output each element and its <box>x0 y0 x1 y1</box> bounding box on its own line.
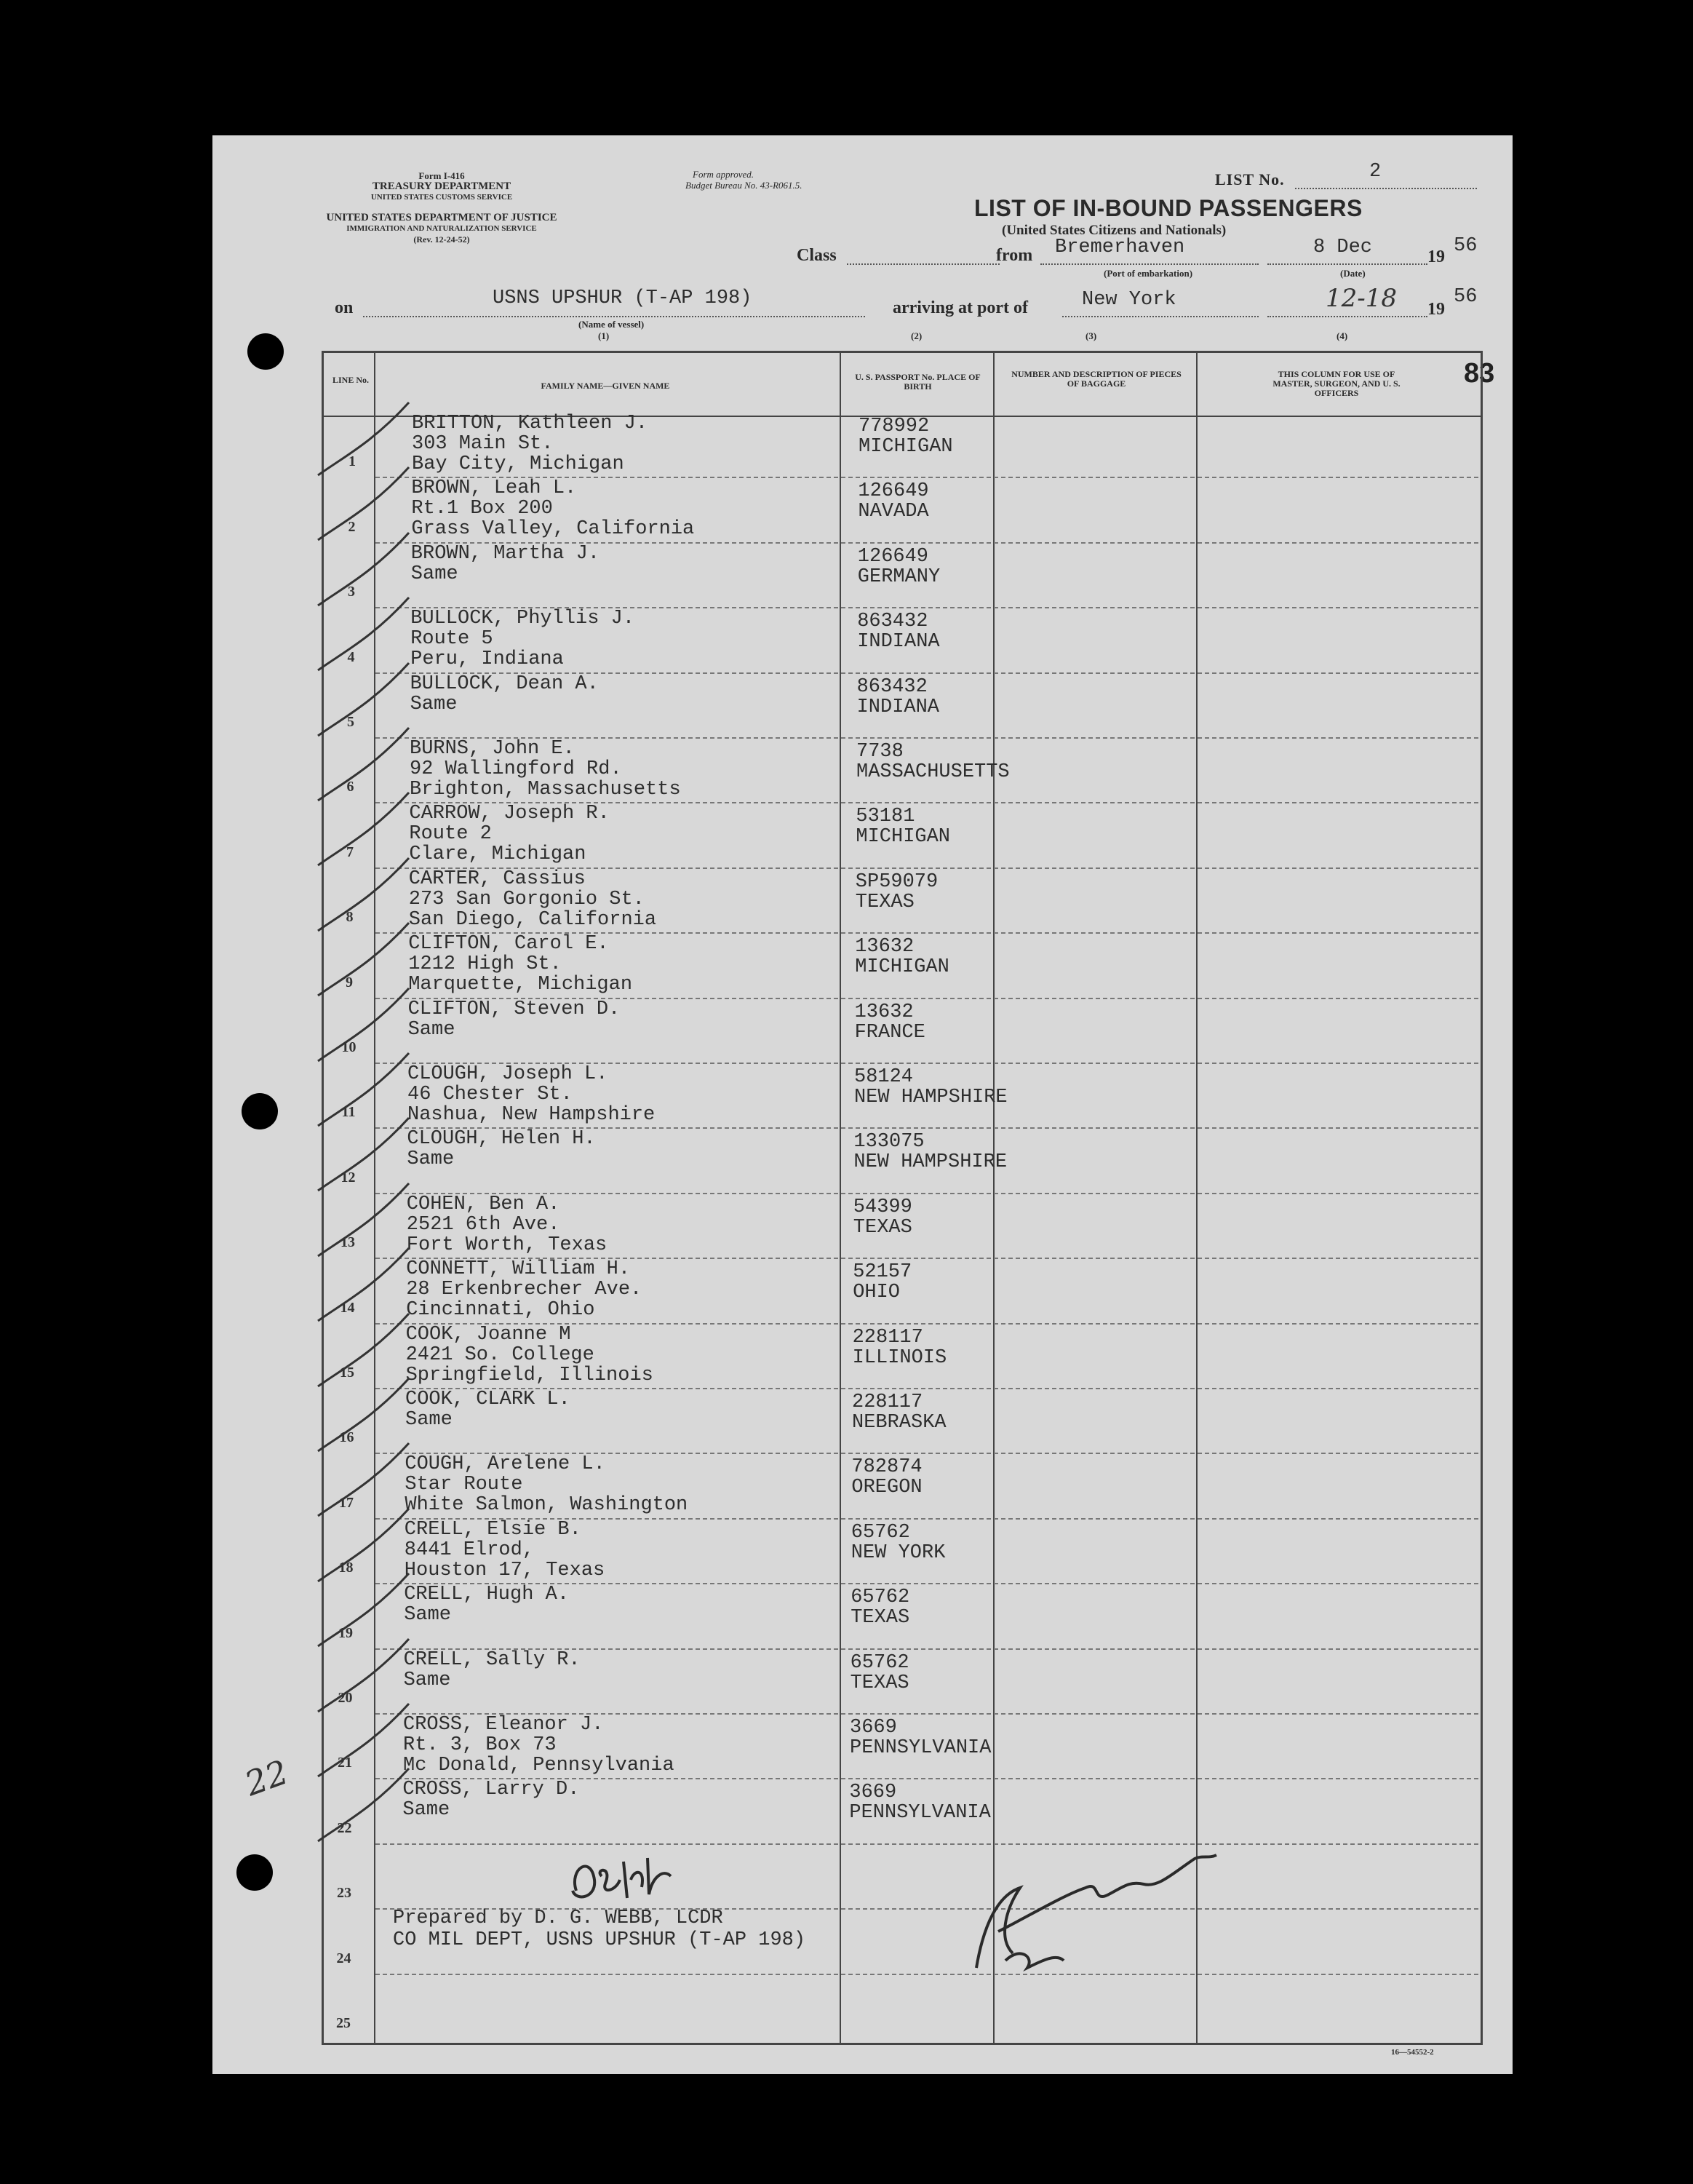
place-of-birth: PENNSYLVANIA <box>849 1802 991 1824</box>
year-prefix-2: 19 <box>1427 300 1445 319</box>
line-number: 23 <box>337 1885 351 1902</box>
table-row <box>405 1454 688 1515</box>
passport-number: 65762 <box>851 1587 910 1609</box>
passenger-address: Nashua, New Hampshire <box>407 1104 656 1126</box>
passenger-name: BRITTON, Kathleen J. <box>412 413 648 434</box>
passenger-address: 46 Chester St. <box>407 1084 573 1105</box>
passenger-name: BURNS, John E. <box>410 738 575 760</box>
budget-bureau: Budget Bureau No. 43-R061.5. <box>685 180 802 191</box>
passenger-name: BROWN, Leah L. <box>411 477 577 500</box>
line-number: 20 <box>338 1690 353 1706</box>
place-of-birth: MASSACHUSETTS <box>856 761 1010 783</box>
passport-number: 3669 <box>850 1717 897 1739</box>
passport-number: 7738 <box>856 741 904 763</box>
embarkation-date: 8 Dec <box>1313 237 1373 258</box>
date-line <box>1267 263 1427 265</box>
passenger-address: 28 Erkenbrecher Ave. <box>406 1279 642 1301</box>
passport-cell <box>858 547 940 587</box>
place-of-birth: MICHIGAN <box>855 956 949 979</box>
passenger-name: CLIFTON, Steven D. <box>407 998 621 1020</box>
passenger-list-page <box>212 135 1513 2074</box>
line-number: 25 <box>336 2015 351 2031</box>
passport-number: 228117 <box>852 1391 923 1413</box>
passport-number: 13632 <box>855 936 915 958</box>
port-embark-caption: (Port of embarkation) <box>1104 268 1193 279</box>
passenger-name: CARROW, Joseph R. <box>409 803 610 825</box>
place-of-birth: INDIANA <box>856 696 940 718</box>
line-number: 2 <box>348 518 356 535</box>
place-of-birth: TEXAS <box>851 1607 910 1629</box>
approval-block <box>685 169 882 191</box>
passport-cell <box>854 1067 1008 1108</box>
punch-hole-top <box>247 333 284 370</box>
webb-signature <box>562 1847 678 1913</box>
passport-number: 133075 <box>853 1131 925 1153</box>
place-of-birth: TEXAS <box>850 1672 909 1694</box>
passenger-address: Springfield, Illinois <box>405 1364 653 1386</box>
place-of-birth: PENNSYLVANIA <box>850 1737 992 1759</box>
passport-cell <box>857 611 939 652</box>
passenger-name: CLOUGH, Helen H. <box>407 1128 596 1151</box>
check-mark-icon <box>314 1765 416 1845</box>
place-of-birth: NEW HAMPSHIRE <box>854 1087 1008 1108</box>
passport-number: 65762 <box>851 1521 910 1544</box>
class-label: Class <box>797 246 837 265</box>
arriving-label: arriving at port of <box>893 298 1028 317</box>
prepared-by: Prepared by D. G. WEBB, LCDR <box>393 1907 723 1929</box>
table-row <box>405 1389 570 1430</box>
list-no-line <box>1295 188 1477 189</box>
passport-number: 863432 <box>856 675 928 698</box>
passenger-address: Same <box>402 1799 450 1822</box>
passenger-name: CLIFTON, Carol E. <box>408 933 609 956</box>
passenger-address: Bay City, Michigan <box>412 453 624 475</box>
passenger-address: Same <box>403 1669 451 1691</box>
vessel-caption: (Name of vessel) <box>578 319 645 330</box>
line-number: 11 <box>341 1104 356 1121</box>
list-no-label: LIST No. <box>1215 170 1285 188</box>
line-number: 4 <box>347 648 355 665</box>
table-row <box>403 1715 674 1776</box>
passenger-name: CLOUGH, Joseph L. <box>407 1063 608 1085</box>
passport-cell <box>853 1197 912 1238</box>
table-row <box>409 869 656 930</box>
customs-service: UNITED STATES CUSTOMS SERVICE <box>370 193 513 202</box>
passport-number: 228117 <box>852 1326 923 1349</box>
passport-cell <box>853 1327 947 1368</box>
passenger-address: Star Route <box>405 1474 523 1496</box>
line-number: 18 <box>338 1560 354 1576</box>
passenger-name: CROSS, Eleanor J. <box>403 1714 604 1736</box>
table-row <box>405 1520 605 1581</box>
passenger-name: COOK, Joanne M <box>405 1323 571 1346</box>
place-of-birth: MICHIGAN <box>856 826 951 849</box>
col-marker-4: (4) <box>1337 330 1348 341</box>
col-marker-3: (3) <box>1085 330 1097 341</box>
header-officers: THIS COLUMN FOR USE OF MASTER, SURGEON, AND U. S. OFFICERS <box>1272 369 1401 398</box>
passport-number: 3669 <box>849 1782 897 1804</box>
passenger-address: Same <box>407 1018 455 1041</box>
line-number: 9 <box>346 974 353 990</box>
table-row <box>410 608 634 670</box>
passenger-address: 1212 High St. <box>408 953 562 976</box>
from-line <box>1040 263 1259 265</box>
arrival-port-line <box>1062 316 1259 317</box>
passport-cell <box>851 1653 909 1693</box>
passenger-name: BROWN, Martha J. <box>410 542 600 565</box>
place-of-birth: MICHIGAN <box>859 436 953 458</box>
passenger-name: CONNETT, William H. <box>406 1258 631 1281</box>
passport-number: 126649 <box>858 480 929 503</box>
table-row <box>411 544 599 584</box>
passenger-address: Clare, Michigan <box>409 843 586 866</box>
passport-number: 65762 <box>850 1651 909 1674</box>
arrival-date-line <box>1267 316 1427 317</box>
on-label: on <box>335 298 354 317</box>
table-row <box>408 999 621 1040</box>
passenger-name: BULLOCK, Phyllis J. <box>410 608 635 630</box>
date-caption: (Date) <box>1340 268 1366 279</box>
line-number: 13 <box>340 1234 355 1251</box>
line-number: 24 <box>336 1950 351 1966</box>
passenger-address: 92 Wallingford Rd. <box>410 758 622 780</box>
row-divider <box>375 1843 1478 1845</box>
table-row <box>406 1259 642 1320</box>
passenger-address: Rt. 3, Box 73 <box>403 1734 557 1756</box>
page-number: 83 <box>1464 358 1495 389</box>
place-of-birth: FRANCE <box>854 1021 925 1044</box>
passenger-address: Same <box>405 1409 453 1431</box>
treasury-dept: TREASURY DEPARTMENT <box>372 180 511 192</box>
passenger-name: CRELL, Sally R. <box>403 1648 581 1671</box>
arrival-port: New York <box>1082 289 1176 311</box>
table-row <box>409 803 609 865</box>
table-row <box>402 1779 579 1820</box>
line-number: 21 <box>338 1755 352 1771</box>
header-family-name: FAMILY NAME—GIVEN NAME <box>541 381 670 391</box>
passport-cell <box>856 742 1010 782</box>
place-of-birth: NEBRASKA <box>852 1412 947 1434</box>
passenger-address: 2521 6th Ave. <box>406 1213 560 1236</box>
col-divider-passport-baggage <box>993 351 995 2043</box>
table-row <box>406 1325 653 1386</box>
passport-number: 13632 <box>854 1001 914 1023</box>
passenger-address: Same <box>407 1148 455 1171</box>
passenger-name: CARTER, Cassius <box>408 867 586 890</box>
passenger-address: Peru, Indiana <box>410 648 564 671</box>
passenger-address: Route 5 <box>410 628 493 651</box>
vessel-name: USNS UPSHUR (T-AP 198) <box>493 287 752 309</box>
passenger-address: Fort Worth, Texas <box>406 1234 608 1256</box>
passenger-address: Houston 17, Texas <box>404 1559 605 1581</box>
passenger-name: COOK, CLARK L. <box>405 1389 570 1410</box>
passenger-address: 2421 So. College <box>405 1343 594 1366</box>
table-row <box>404 1650 581 1691</box>
passenger-address: 303 Main St. <box>412 433 554 455</box>
form-approved: Form approved. <box>693 169 754 180</box>
passport-cell <box>855 937 949 977</box>
passport-cell <box>852 1392 947 1433</box>
arrival-date: 12-18 <box>1326 284 1398 313</box>
passport-number: 778992 <box>859 416 930 437</box>
col-divider-name-passport <box>840 351 841 2043</box>
line-number: 22 <box>337 1819 352 1836</box>
passport-number: 782874 <box>851 1456 923 1479</box>
passport-number: 54399 <box>853 1196 912 1218</box>
page-subtitle: (United States Citizens and Nationals) <box>1002 223 1227 238</box>
line-number: 12 <box>340 1169 356 1186</box>
table-row <box>410 739 681 800</box>
margin-note: 22 <box>239 1752 294 1804</box>
place-of-birth: GERMANY <box>857 565 941 588</box>
passport-cell <box>857 677 939 718</box>
passenger-address: San Diego, California <box>408 908 657 931</box>
arrival-year: 56 <box>1454 286 1478 308</box>
line-number: 8 <box>346 909 354 926</box>
header-line-no: LINE No. <box>332 375 369 385</box>
footer-code: 16—54552-2 <box>1391 2048 1434 2057</box>
master-signature <box>955 1815 1231 1982</box>
place-of-birth: NEW YORK <box>851 1541 946 1564</box>
line-number: 16 <box>339 1429 354 1446</box>
row-divider <box>375 1974 1478 1975</box>
line-number: 15 <box>340 1365 354 1381</box>
table-row <box>407 1064 655 1125</box>
passenger-address: Mc Donald, Pennsylvania <box>403 1755 674 1776</box>
col-marker-2: (2) <box>911 330 923 341</box>
table-row <box>411 478 694 539</box>
passenger-address: Marquette, Michigan <box>408 974 633 996</box>
table-row <box>410 674 599 715</box>
passport-number: 52157 <box>853 1261 912 1284</box>
passport-number: SP59079 <box>855 870 939 893</box>
line-number: 1 <box>348 453 356 470</box>
form-header-block <box>322 170 562 203</box>
class-line <box>847 263 1000 265</box>
line-number: 7 <box>346 843 354 860</box>
passport-cell <box>856 806 950 847</box>
passenger-address: Route 2 <box>409 823 492 846</box>
place-of-birth: OHIO <box>853 1282 900 1304</box>
justice-dept: UNITED STATES DEPARTMENT OF JUSTICE <box>326 212 557 223</box>
table-row <box>408 934 632 995</box>
header-passport: U. S. PASSPORT No. PLACE OF BIRTH <box>855 372 981 392</box>
page-title: LIST OF IN-BOUND PASSENGERS <box>974 195 1363 221</box>
passenger-address: 8441 Elrod, <box>404 1538 535 1561</box>
place-of-birth: OREGON <box>851 1477 923 1499</box>
place-of-birth: ILLINOIS <box>852 1346 947 1369</box>
passport-cell <box>851 1522 946 1563</box>
punch-hole-middle <box>242 1093 278 1129</box>
passport-cell <box>858 481 928 522</box>
revision-date: (Rev. 12-24-52) <box>413 234 470 245</box>
line-number: 6 <box>346 779 354 795</box>
place-of-birth: INDIANA <box>857 631 940 654</box>
passport-number: 58124 <box>854 1066 914 1088</box>
punch-hole-bottom <box>236 1854 273 1891</box>
col-divider-baggage-officers <box>1196 351 1198 2043</box>
passenger-address: White Salmon, Washington <box>405 1494 688 1517</box>
table-row <box>404 1584 569 1625</box>
passenger-name: CROSS, Larry D. <box>402 1779 580 1801</box>
passenger-address: 273 San Gorgonio St. <box>408 888 645 910</box>
list-no-value: 2 <box>1369 161 1382 183</box>
year-prefix-1: 19 <box>1427 247 1445 266</box>
line-number: 14 <box>340 1299 355 1316</box>
table-row <box>407 1129 595 1170</box>
line-number: 17 <box>339 1494 354 1511</box>
vessel-line <box>363 316 865 317</box>
place-of-birth: TEXAS <box>853 1216 912 1239</box>
header-baggage: NUMBER AND DESCRIPTION OF PIECES OF BAGGAGE <box>1011 369 1182 389</box>
passenger-name: CRELL, Elsie B. <box>404 1518 581 1541</box>
place-of-birth: NEW HAMPSHIRE <box>853 1151 1008 1174</box>
table-row <box>407 1194 607 1255</box>
passport-cell <box>859 416 953 457</box>
line-number: 10 <box>341 1039 356 1055</box>
table-row <box>412 413 648 474</box>
passport-number: 126649 <box>857 545 929 568</box>
passport-cell <box>853 1262 912 1303</box>
port-of-embarkation: Bremerhaven <box>1055 237 1185 258</box>
justice-block <box>307 213 576 245</box>
passport-cell <box>855 1002 925 1043</box>
passport-cell <box>853 1132 1007 1172</box>
place-of-birth: NAVADA <box>858 501 929 523</box>
passport-cell <box>851 1587 909 1628</box>
line-number: 19 <box>338 1624 353 1641</box>
prepared-unit: CO MIL DEPT, USNS UPSHUR (T-AP 198) <box>393 1929 806 1951</box>
passenger-name: COHEN, Ben A. <box>406 1193 560 1215</box>
embarkation-year: 56 <box>1454 235 1478 257</box>
passport-cell <box>850 1718 991 1758</box>
passenger-name: BULLOCK, Dean A. <box>410 672 599 695</box>
passport-number: 863432 <box>857 611 928 633</box>
passenger-name: COUGH, Arelene L. <box>405 1453 605 1476</box>
passenger-address: Grass Valley, California <box>411 518 695 541</box>
col-marker-1: (1) <box>598 330 610 341</box>
passenger-address: Same <box>410 693 458 715</box>
ins-service: IMMIGRATION AND NATURALIZATION SERVICE <box>346 224 537 233</box>
passport-cell <box>851 1457 922 1498</box>
passenger-address: Rt.1 Box 200 <box>411 498 553 520</box>
passport-cell <box>856 872 938 913</box>
passenger-address: Brighton, Massachusetts <box>410 779 681 801</box>
passenger-address: Same <box>404 1604 451 1627</box>
passport-number: 53181 <box>856 806 915 828</box>
form-number: Form I-416 <box>418 170 465 181</box>
from-label: from <box>996 246 1033 265</box>
passenger-name: CRELL, Hugh A. <box>404 1584 570 1606</box>
line-number: 3 <box>348 584 355 600</box>
place-of-birth: TEXAS <box>855 891 915 913</box>
line-number: 5 <box>347 714 354 730</box>
passenger-address: Same <box>410 563 458 585</box>
passenger-address: Cincinnati, Ohio <box>406 1299 595 1322</box>
